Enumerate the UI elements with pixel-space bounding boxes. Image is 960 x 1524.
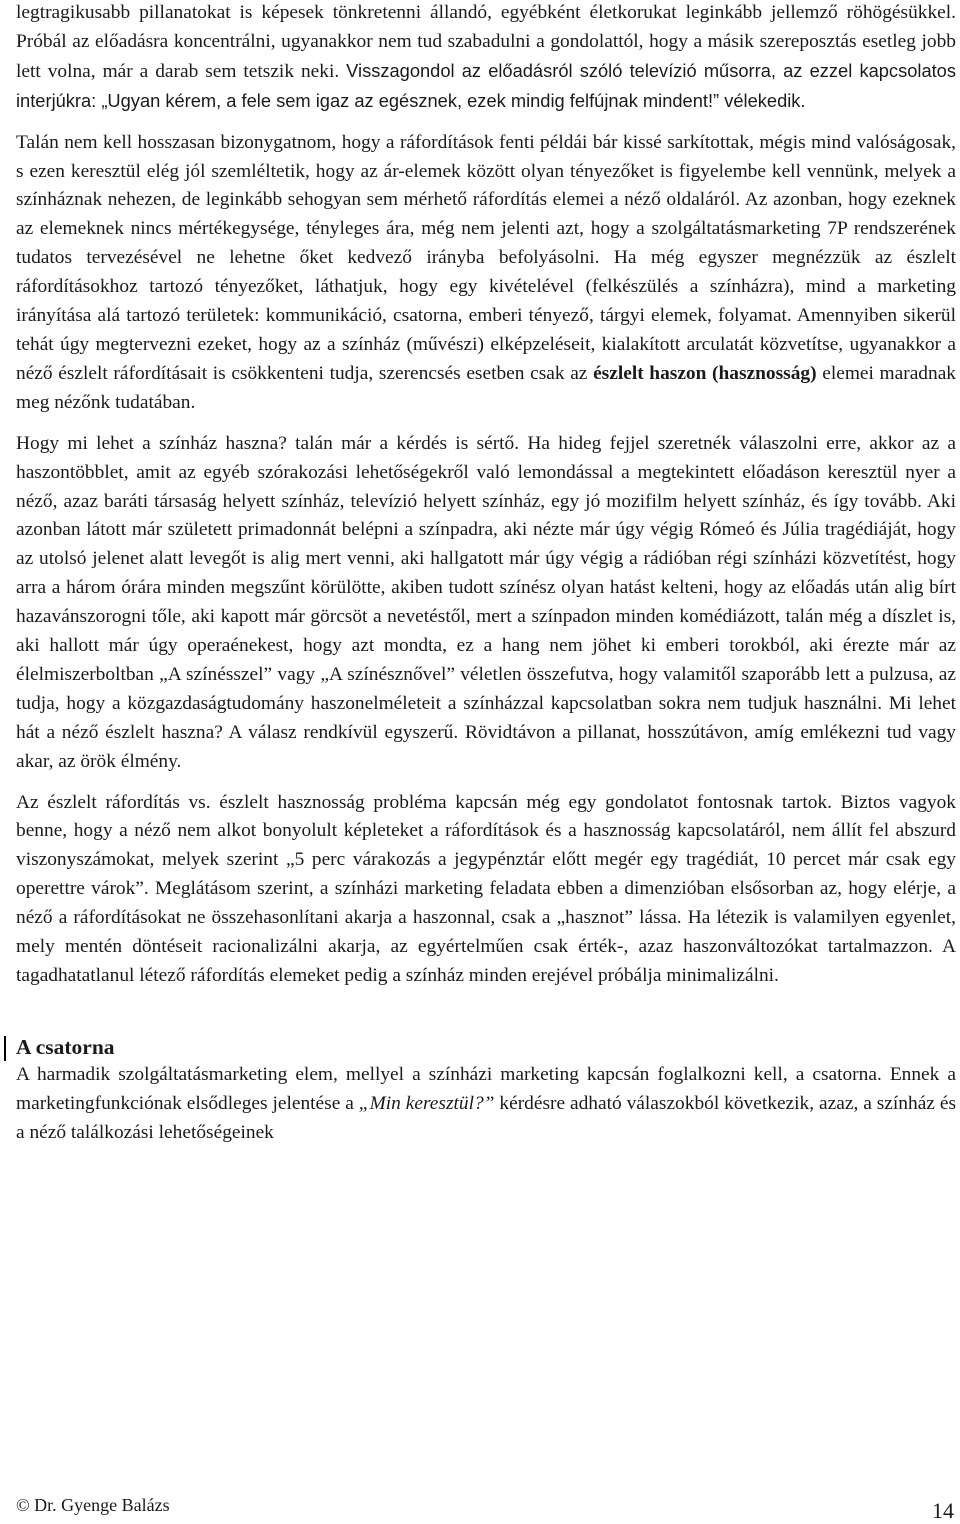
paragraph-2 [16, 129, 956, 418]
paragraph-4-text: Az észlelt ráfordítás vs. észlelt hasznosság probléma kapcsán még egy gondolatot fontosnak tartok. Biztos vagyok benne, hogy a néző nem alkot bonyolult képleteket a ráfordítások és a hasznosság kapcsolatáról, nem állít fel abszurd viszonyszámokat, melyek szerint „5 perc várakozás a jegypénztár előtt megér egy tragédiát, 10 percet már csak egy operettre várok”. Meglátásom szerint, a színházi marketing feladata ebben a dimenzióban elsősorban az, hogy elérje, a néző a ráfordításokat ne összehasonlítani akarja a haszonnal, csak a „hasznot” lássa. Ha létezik is valamilyen egyenlet, mely mentén döntéseit racionalizálni akarja, az egyértelműen csak érték-, azaz haszonváltozókat tartalmazzon. A tagadhatatlanul létező ráfordítás elemeket pedig a színház minden erejével próbálja minimalizálni. [16, 791, 956, 986]
paragraph-1-quote: Visszagondol az előadásról szóló televízió műsorra, az ezzel kapcsolatos interjúkra: „Ugyan kérem, a fele sem igaz az egésznek, ezek mindig felfújnak mindent!” vélekedik. [16, 59, 956, 111]
section-paragraph-italic: „Min keresztül?” [358, 1092, 495, 1114]
page-footer [16, 1496, 954, 1524]
paragraph-2-bold-term: észlelt haszon (hasznosság) [593, 362, 817, 384]
paragraph-1 [16, 0, 956, 117]
paragraph-4 [16, 789, 956, 991]
paragraph-1-text: legtragikusabb pillanatokat is képesek tönkretenni állandó, egyébként életkorukat leginkább jellemző röhögésükkel. Próbál az előadásra koncentrálni, ugyanakkor nem tud szabadulni a gondolattól, hogy a másik szereposztás esetleg jobb lett volna, már a darab sem tetszik neki. [16, 2, 956, 82]
section-heading-wrap [16, 1033, 956, 1061]
section-paragraph-text: A harmadik szolgáltatásmarketing elem, mellyel a színházi marketing kapcsán foglalkozni kell, a csatorna. Ennek a marketingfunkciónak elsődleges jelentése a [16, 1063, 956, 1114]
page-number: 14 [932, 1498, 954, 1523]
section-paragraph-text-end: kérdésre adható válaszokból következik, azaz, a színház és a néző találkozási lehetőségeinek [16, 1092, 956, 1143]
paragraph-2-text-end: elemei maradnak meg nézőnk tudatában. [16, 362, 956, 413]
paragraph-3 [16, 430, 956, 777]
paragraph-2-text: Talán nem kell hosszasan bizonygatnom, hogy a ráfordítások fenti példái bár kissé sarkítottak, mégis mind valóságosak, s ezen keresztül elég jól szemléltetik, hogy az ár-elemek között olyan tényezőket is figyelembe kell vennünk, melyek a színháznak nehezen, de leginkább sehogyan sem mérhető ráfordítás elemei a néző oldaláról. Az azonban, hogy ezeknek az elemeknek nincs mértékegysége, tényleges ára, még nem jelenti azt, hogy a szolgáltatásmarketing 7P rendszerének tudatos tervezésével ne lehetne őket kedvező irányba befolyásolni. Ha még egyszer megnézzük az észlelt ráfordításokhoz tartozó tényezőket, láthatjuk, hogy egy kivételével (felkészülés a színházra), mind a marketing irányítása alá tartozó területek: kommunikáció, csatorna, emberi tényező, tárgyi elemek, folyamat. Amennyiben sikerül tehát úgy megtervezni ezeket, hogy az a színház (művészi) elképzeléseit, kialakított arculatát közvetítse, ugyanakkor a néző észlelt ráfordításait is csökkenteni tudja, szerencsés esetben csak az [16, 131, 956, 384]
paragraph-3-text: Hogy mi lehet a színház haszna? talán már a kérdés is sértő. Ha hideg fejjel szeretnék válaszolni erre, akkor az a haszontöbblet, amit az egyéb szórakozási lehetőségekről való lemondással a megtekintett előadáson keresztül nyer a néző, azaz baráti társaság helyett színház, televízió helyett színház, egy jó mozifilm helyett színház, és így tovább. Aki azonban látott már született primadonnát belépni a színpadra, aki nézte már úgy végig Rómeó és Júlia tragédiáját, hogy az utolsó jelenet alatt levegőt is alig mert venni, aki hallgatott már úgy végig a rádióban régi színházi közvetítést, hogy arra a három órára minden megszűnt körülötte, akiben tudott színész olyan hatást kelteni, hogy az előadás után alig bírt hazavánszorogni tőle, aki kapott már görcsöt a nevetéstől, mert a színpadon minden komédiázott, talán még a díszlet is, aki hallott már úgy operaénekest, hogy azt mondta, ez a hang nem jöhet ki emberi torokból, aki érezte már az élelmiszerboltban „A színésszel” vagy „A színésznővel” véletlen összefutva, hogy valamitől szaporább lett a pulzusa, az tudja, hogy a közgazdaságtudomány haszonelméleteit a színházzal kapcsolatban sokra nem tudjuk használni. Mi lehet hát a néző észlelt haszna? A válasz rendkívül egyszerű. Rövidtávon a pillanat, hosszútávon, amíg emlékezni tud vagy akar, az örök élmény. [16, 432, 956, 772]
section-heading: A csatorna [16, 1034, 115, 1059]
page-body [16, 0, 956, 1148]
footer-author: © Dr. Gyenge Balázs [16, 1495, 170, 1515]
change-bar [4, 1036, 6, 1061]
section-paragraph [16, 1061, 956, 1148]
